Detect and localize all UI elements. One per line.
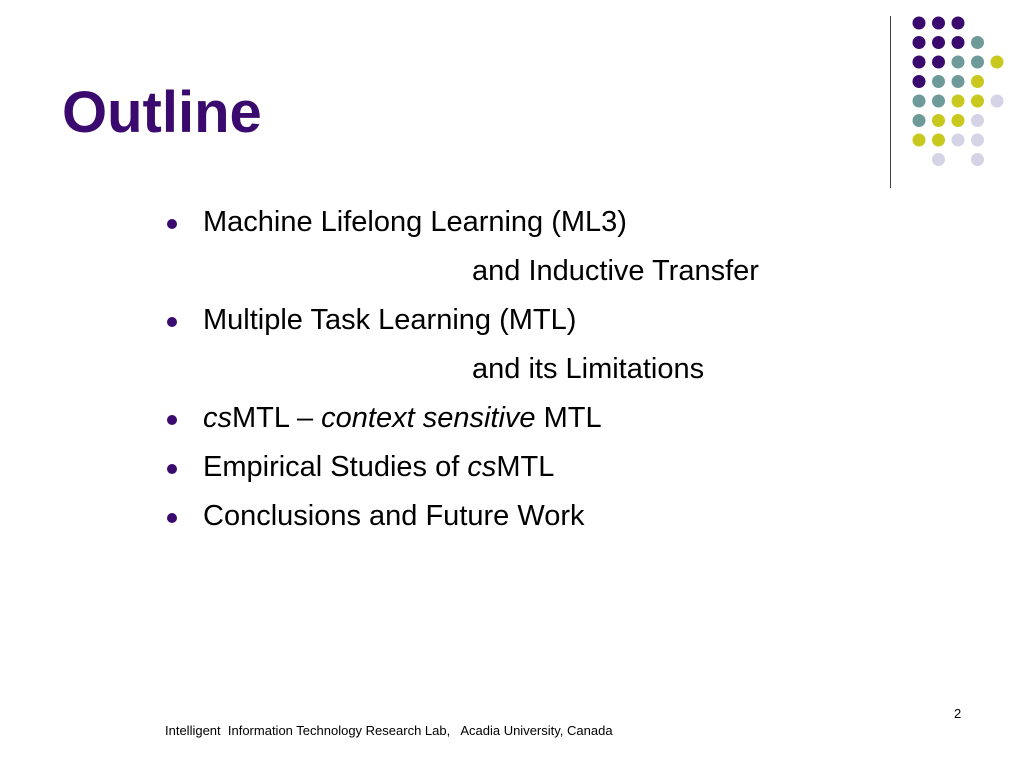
decorative-dot (971, 56, 984, 69)
decorative-dot (913, 75, 926, 88)
bullet-dot-icon (167, 415, 177, 425)
decorative-dot (932, 134, 945, 147)
bullet-text: Empirical Studies of (203, 451, 468, 483)
decorative-dot (971, 114, 984, 127)
decorative-dot (952, 114, 965, 127)
decorative-dot (971, 36, 984, 49)
bullet-continuation-text: and its Limitations (472, 353, 705, 385)
decorative-dot (932, 17, 945, 30)
footer-text: Intelligent Information Technology Research Lab, Acadia University, Canada (165, 723, 613, 738)
decorative-dot (932, 36, 945, 49)
bullet-item (166, 443, 759, 492)
decorative-dot (913, 114, 926, 127)
decorative-dot (952, 17, 965, 30)
decorative-dot (971, 95, 984, 108)
decorative-dot (932, 153, 945, 166)
decorative-dot (913, 134, 926, 147)
bullet-italic-prefix: cs (203, 402, 232, 434)
bullet-dot-icon (167, 317, 177, 327)
decorative-dot (913, 56, 926, 69)
bullet-text-suffix: MTL (535, 402, 602, 434)
decorative-dot-grid-icon (906, 12, 1006, 172)
bullet-item (166, 492, 759, 541)
decorative-dot (932, 114, 945, 127)
bullet-continuation-text: and Inductive Transfer (472, 255, 759, 287)
decorative-dot (991, 56, 1004, 69)
decorative-dot (932, 95, 945, 108)
bullet-italic-text: context sensitive (321, 402, 536, 434)
bullet-dot-icon (167, 219, 177, 229)
bullet-text: Machine Lifelong Learning (ML3) (203, 206, 627, 238)
decorative-dot (991, 95, 1004, 108)
bullet-dot-icon (167, 513, 177, 523)
page-number: 2 (954, 706, 962, 721)
bullet-list (166, 198, 759, 541)
decorative-dot (952, 95, 965, 108)
bullet-text-suffix: MTL (496, 451, 555, 483)
decorative-dot (932, 75, 945, 88)
bullet-text: Multiple Task Learning (MTL) (203, 304, 577, 336)
decorative-dot (913, 95, 926, 108)
bullet-italic-prefix: cs (467, 451, 497, 483)
decorative-dot (952, 134, 965, 147)
bullet-item (166, 296, 759, 394)
decorative-divider-line (890, 16, 891, 188)
decorative-dot (952, 56, 965, 69)
decorative-dot (913, 36, 926, 49)
bullet-dot-icon (167, 464, 177, 474)
decorative-dot (952, 36, 965, 49)
bullet-item (166, 198, 759, 296)
slide-title: Outline (62, 80, 262, 145)
bullet-text: MTL – (232, 402, 322, 434)
decorative-dot (913, 17, 926, 30)
decorative-dot (971, 153, 984, 166)
decorative-dot (952, 75, 965, 88)
decorative-dot (971, 75, 984, 88)
bullet-text: Conclusions and Future Work (203, 500, 585, 532)
bullet-item (166, 394, 759, 443)
decorative-dot (971, 134, 984, 147)
decorative-dot (932, 56, 945, 69)
